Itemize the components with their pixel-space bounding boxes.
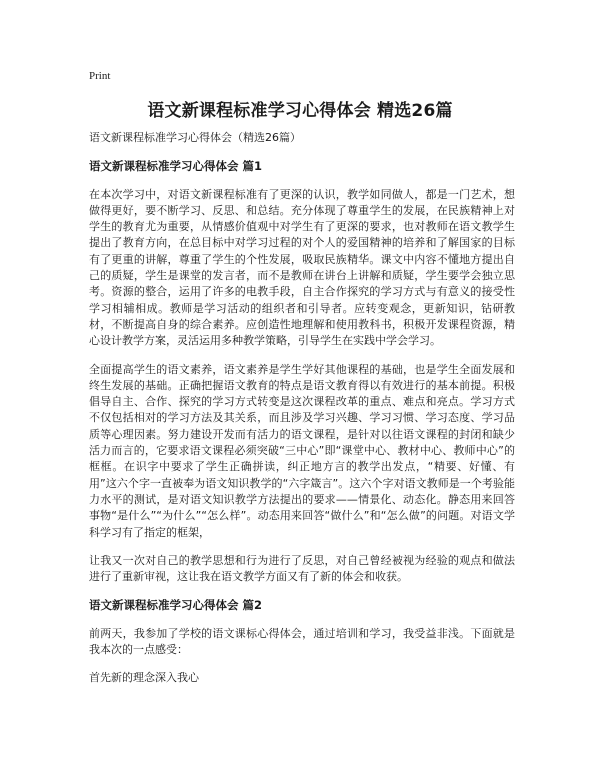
paragraph: 在本次学习中，对语文新课程标准有了更深的认识，教学如同做人，都是一门艺术，想做得更好，要不断学习、反思、和总结。充分体现了尊重学生的发展，在民族精神上对学生的教育尤为重要，从情感价值观中对学生有了更深的要求，也对教师在语文教学生提出了教育方向，在总目标中对学习过程的对个人的爱国精神的培养和了解国家的目标有了更重的讲解，尊重了学生的个性发展，吸取民族精华。课文中内容不懂地方提出自己的质疑，学生是课堂的发言者，而不是教师在讲台上讲解和质疑，学生要学会独立思考。资源的整合，运用了许多的电教手段，自主合作探究的学习方式与有意义的接受性学习相辅相成。教师是学习活动的组织者和引导者。应转变观念，更新知识，钻研教材，不断提高自身的综合素养。应创造性地理解和使用教科书，积极开发课程资源，精心设计教学方案，灵活运用多种教学策略，引导学生在实践中学会学习。 [89, 187, 515, 348]
paragraph: 前两天，我参加了学校的语文课标心得体会，通过培训和学习，我受益非浅。下面就是我本次的一点感受： [89, 626, 515, 657]
document-body [89, 130, 515, 699]
paragraph: 首先新的理念深入我心 [89, 671, 199, 685]
print-link[interactable]: Print [89, 70, 111, 82]
paragraph: 让我又一次对自己的教学思想和行为进行了反思，对自己曾经被视为经验的观点和做法进行了重新审视，这让我在语文教学方面又有了新的体会和收获。 [89, 553, 515, 584]
section-heading-2: 语文新课程标准学习心得体会 篇2 [89, 598, 263, 613]
section-heading-1: 语文新课程标准学习心得体会 篇1 [89, 159, 263, 174]
document-subtitle: 语文新课程标准学习心得体会（精选26篇） [89, 131, 301, 144]
paragraph: 全面提高学生的语文素养，语文素养是学生学好其他课程的基础，也是学生全面发展和终生发展的基础。正确把握语文教育的特点是语文教育得以有效进行的基本前提。积极倡导自主、合作、探究的学习方式转变是这次课程改革的重点、难点和亮点。学习方式不仅包括相对的学习方法及其关系，而且涉及学习兴趣、学习习惯、学习态度、学习品质等心理因素。努力建设开发而有活力的语文课程，是针对以往语文课程的封闭和缺少活力而言的，它要求语文课程必须突破“三中心”即“课堂中心、教材中心、教师中心”的框框。在识字中要求了学生正确拼读，纠正地方言的教学出发点，“精要、好懂、有用”这六个字一直被奉为语文知识教学的“六字箴言”。这六个字对语文教师是一个考验能力水平的测试，是对语文知识教学方法提出的要求——情景化、动态化。静态用来回答事物“是什么”“为什么”“怎么样”。动态用来回答“做什么”和“怎么做”的问题。对语文学科学习有了指定的框架， [89, 362, 515, 539]
page-title: 语文新课程标准学习心得体会 精选26篇 [147, 101, 453, 121]
